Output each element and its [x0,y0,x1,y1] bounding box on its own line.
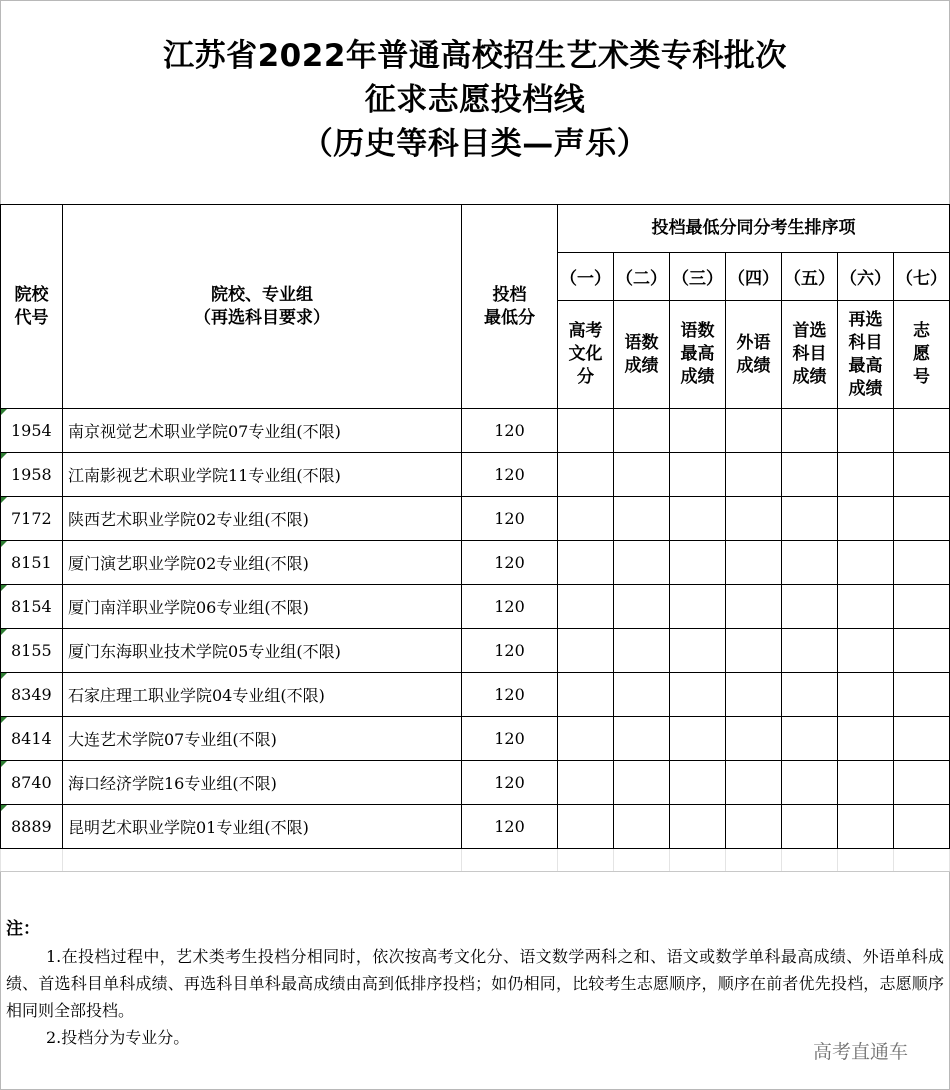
ranking-cell [894,497,950,541]
school-code-cell: 7172 [1,497,63,541]
header-ranking-number: （六） [838,253,894,301]
ranking-cell [782,497,838,541]
header-ranking-label: 首选 科目 成绩 [782,301,838,409]
ranking-cell [614,453,670,497]
table-row [1,673,950,717]
ranking-cell [670,541,726,585]
header-ranking-label: 志 愿 号 [894,301,950,409]
header-school-code: 院校 代号 [1,205,63,409]
header-ranking-number: （二） [614,253,670,301]
ranking-cell [726,673,782,717]
ranking-cell [894,673,950,717]
ranking-cell [838,629,894,673]
header-ranking-number: （五） [782,253,838,301]
ranking-cell [614,629,670,673]
ranking-cell [670,805,726,849]
ranking-cell [894,541,950,585]
document-title [0,34,950,166]
note-item-2: 2.投档分为专业分。 [46,1028,190,1047]
ranking-cell [670,673,726,717]
min-score-cell: 120 [462,409,558,453]
table-row [1,409,950,453]
ranking-cell [726,541,782,585]
min-score-cell: 120 [462,717,558,761]
header-ranking-label: 语数 最高 成绩 [670,301,726,409]
header-ranking-number: （四） [726,253,782,301]
ranking-cell [894,453,950,497]
title-line-2: 征求志愿投档线 [364,82,586,118]
ranking-cell [614,717,670,761]
header-ranking-label: 高考 文化 分 [558,301,614,409]
header-ranking-group: 投档最低分同分考生排序项 [558,205,950,253]
ranking-cell [670,453,726,497]
min-score-cell: 120 [462,541,558,585]
ranking-cell [670,717,726,761]
ranking-cell [782,585,838,629]
ranking-cell [726,761,782,805]
ranking-cell [782,629,838,673]
ranking-cell [558,629,614,673]
ranking-cell [838,761,894,805]
ranking-cell [838,453,894,497]
school-group-cell: 南京视觉艺术职业学院07专业组(不限) [63,409,462,453]
ranking-cell [558,541,614,585]
ranking-cell [670,585,726,629]
ranking-cell [670,761,726,805]
blank-row [1,849,950,872]
header-ranking-label: 外语 成绩 [726,301,782,409]
ranking-cell [726,717,782,761]
ranking-cell [838,409,894,453]
table-row [1,717,950,761]
ranking-cell [614,541,670,585]
title-line-3: （历史等科目类—声乐） [301,126,649,162]
ranking-cell [894,717,950,761]
ranking-cell [894,629,950,673]
header-ranking-label: 语数 成绩 [614,301,670,409]
ranking-cell [782,761,838,805]
school-group-cell: 陕西艺术职业学院02专业组(不限) [63,497,462,541]
ranking-cell [838,497,894,541]
school-group-cell: 昆明艺术职业学院01专业组(不限) [63,805,462,849]
ranking-cell [558,585,614,629]
school-code-cell: 8414 [1,717,63,761]
ranking-cell [782,409,838,453]
school-group-cell: 厦门南洋职业学院06专业组(不限) [63,585,462,629]
ranking-cell [614,585,670,629]
min-score-cell: 120 [462,585,558,629]
ranking-cell [838,585,894,629]
table-row [1,761,950,805]
ranking-cell [670,629,726,673]
school-code-cell: 1958 [1,453,63,497]
header-ranking-label: 再选 科目 最高 成绩 [838,301,894,409]
header-min-score: 投档 最低分 [462,205,558,409]
ranking-cell [614,409,670,453]
ranking-cell [670,497,726,541]
min-score-cell: 120 [462,761,558,805]
ranking-cell [726,629,782,673]
ranking-cell [894,805,950,849]
table-row [1,541,950,585]
ranking-cell [782,717,838,761]
ranking-cell [838,805,894,849]
ranking-cell [558,805,614,849]
min-score-cell: 120 [462,497,558,541]
min-score-cell: 120 [462,805,558,849]
ranking-cell [670,409,726,453]
min-score-cell: 120 [462,629,558,673]
school-code-cell: 1954 [1,409,63,453]
school-code-cell: 8154 [1,585,63,629]
table-row [1,805,950,849]
table-row [1,629,950,673]
school-code-cell: 8349 [1,673,63,717]
ranking-cell [614,805,670,849]
table-row [1,497,950,541]
school-code-cell: 8889 [1,805,63,849]
min-score-cell: 120 [462,453,558,497]
ranking-cell [894,409,950,453]
ranking-cell [894,761,950,805]
note-item-1: 1.在投档过程中，艺术类考生投档分相同时，依次按高考文化分、语文数学两科之和、语文或数学单科最高成绩、外语单科成绩、首选科目单科成绩、再选科目单科最高成绩由高到低排序投档；如仍相同，比较考生志愿顺序，顺序在前者优先投档，志愿顺序相同则全部投档。 [6,947,944,1020]
ranking-cell [782,673,838,717]
school-group-cell: 江南影视艺术职业学院11专业组(不限) [63,453,462,497]
ranking-cell [558,409,614,453]
ranking-cell [558,673,614,717]
ranking-cell [614,497,670,541]
school-group-cell: 海口经济学院16专业组(不限) [63,761,462,805]
ranking-cell [726,585,782,629]
ranking-cell [782,541,838,585]
ranking-cell [614,761,670,805]
header-ranking-number: （三） [670,253,726,301]
school-group-cell: 大连艺术学院07专业组(不限) [63,717,462,761]
ranking-cell [894,585,950,629]
header-ranking-number: （一） [558,253,614,301]
table-row [1,453,950,497]
school-group-cell: 厦门东海职业技术学院05专业组(不限) [63,629,462,673]
watermark-text: 高考直通车 [813,1041,909,1063]
notes-title: 注： [6,919,40,939]
header-ranking-number: （七） [894,253,950,301]
ranking-cell [782,805,838,849]
school-code-cell: 8155 [1,629,63,673]
ranking-cell [558,761,614,805]
admission-score-table [0,204,950,872]
school-code-cell: 8740 [1,761,63,805]
ranking-cell [726,805,782,849]
school-group-cell: 厦门演艺职业学院02专业组(不限) [63,541,462,585]
ranking-cell [558,497,614,541]
ranking-cell [558,717,614,761]
ranking-cell [838,673,894,717]
ranking-cell [726,453,782,497]
ranking-cell [614,673,670,717]
title-line-1: 江苏省2022年普通高校招生艺术类专科批次 [163,38,787,74]
min-score-cell: 120 [462,673,558,717]
header-school-group: 院校、专业组 （再选科目要求） [63,205,462,409]
table-row [1,585,950,629]
ranking-cell [838,717,894,761]
ranking-cell [558,453,614,497]
school-code-cell: 8151 [1,541,63,585]
school-group-cell: 石家庄理工职业学院04专业组(不限) [63,673,462,717]
ranking-cell [782,453,838,497]
ranking-cell [838,541,894,585]
ranking-cell [726,409,782,453]
ranking-cell [726,497,782,541]
